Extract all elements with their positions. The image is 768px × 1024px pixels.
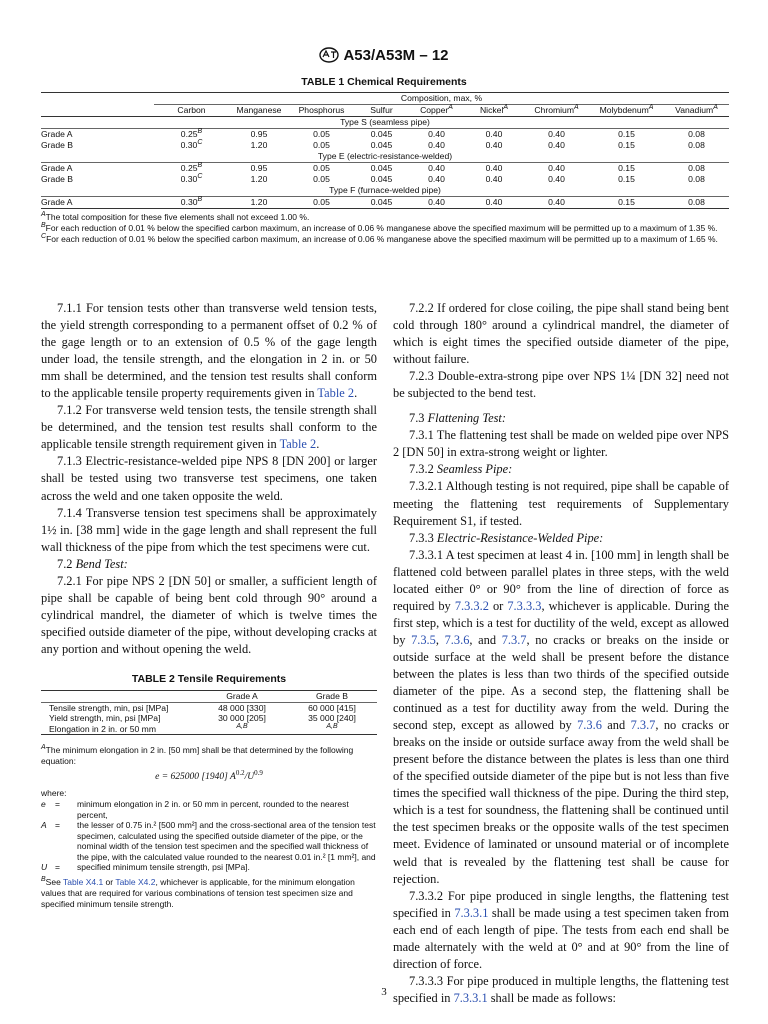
definition-row: A = the lesser of 0.75 in.² [500 mm²] and the cross-sectional area of the tension test specimen, calculated using the specified outside diameter of the pipe, or the nominal width of the tension test specimen and the specified wall thickness of the pipe, with the calculated value rounded to the nearest 0.01 in.² [1 mm²], and bbox=[41, 820, 376, 862]
value-cell: 0.95 bbox=[250, 129, 268, 139]
column-header: Carbon bbox=[154, 105, 229, 117]
column-header: Manganese bbox=[229, 105, 289, 117]
carbon-cell: $0.25^B$ bbox=[180, 128, 203, 139]
column-header: Phosphorus bbox=[289, 105, 354, 117]
footnote: $^B$For each reduction of 0.01 % below the specified carbon maximum, an increase of 0.06 % manganese above the specified maximum will be permitted up to a maximum of 1.35 %. bbox=[41, 222, 718, 233]
para-7-2-1: 7.2.1 For pipe NPS 2 [DN 50] or smaller, a sufficient length of pipe shall be capable of being bent cold through 90° around a cylindrical mandrel, the diameter of which is twelve times the specified outside diameter of the pipe, without developing cracks at any portion and without opening the weld. bbox=[41, 573, 377, 656]
value-cell: 0.40 bbox=[548, 174, 565, 184]
footnote: $^A$The total composition for these five elements shall not exceed 1.00 %. bbox=[41, 211, 310, 222]
para-7-1-3: 7.1.3 Electric-resistance-welded pipe NPS 8 [DN 200] or larger shall be tested using two transverse test specimens, one taken across the weld and one taken opposite the weld. bbox=[41, 454, 377, 503]
value-cell: 0.40 bbox=[428, 174, 445, 184]
value-cell: 0.15 bbox=[589, 197, 664, 209]
value-cell: 0.40 bbox=[464, 197, 524, 209]
value-cell: 0.40 bbox=[485, 140, 503, 150]
table-row bbox=[41, 174, 729, 185]
value-cell: 0.15 bbox=[618, 140, 635, 150]
para-7-1-1: 7.1.1 For tension tests other than transverse weld tension tests, the yield strength corresponding to a permanent offset of 0.2 % of the gage length or to an extension of 0.5 % of the gage length under load, the tensile strength, and the elongation in 2 in. or 50 mm shall be determined, and the tension test results shall conform to the applicable tensile property requirements given in Table 2. bbox=[41, 301, 377, 401]
link-7-3-5[interactable]: 7.3.5 bbox=[411, 632, 436, 647]
value-cell: 1.20 bbox=[229, 197, 289, 209]
grade-b-value: A,B bbox=[287, 724, 377, 735]
table-row bbox=[41, 129, 729, 141]
heading-7-2: 7.2 Bend Test: bbox=[57, 556, 128, 571]
grade-cell: Grade A bbox=[41, 163, 73, 173]
table1-footnotes bbox=[41, 212, 729, 245]
value-cell: 0.08 bbox=[688, 129, 705, 139]
elongation-equation: e = 625000 [1940] $A^{0.2}/U^{0.9}$ bbox=[155, 768, 263, 782]
value-cell: 0.05 bbox=[313, 163, 330, 173]
value-cell: 0.95 bbox=[250, 163, 268, 173]
column-header: Chromium$^A$ bbox=[524, 105, 589, 117]
carbon-cell: $0.30^C$ bbox=[180, 173, 203, 184]
para-7-1-2: 7.1.2 For transverse weld tension tests, the tensile strength shall be determined, and the tension test results shall conform to the applicable tensile strength requirement given in Table 2. bbox=[41, 403, 377, 452]
value-cell: 0.15 bbox=[618, 163, 635, 173]
footnote: $^C$For each reduction of 0.01 % below the specified carbon maximum, an increase of 0.06 % manganese above the specified maximum will be permitted up to a maximum of 1.65 %. bbox=[41, 233, 718, 244]
value-cell: 0.40 bbox=[428, 163, 445, 173]
carbon-cell: $0.30^B$ bbox=[154, 197, 229, 209]
table-row bbox=[41, 197, 729, 209]
column-header: Nickel$^A$ bbox=[464, 105, 524, 117]
column-header: Vanadium$^A$ bbox=[664, 105, 729, 117]
link-7-3-6[interactable]: 7.3.6 bbox=[444, 632, 470, 647]
value-cell: 0.08 bbox=[688, 174, 705, 184]
value-cell: 0.045 bbox=[370, 174, 393, 184]
grade-b-value: 60 000 [415] bbox=[308, 702, 356, 713]
link-7-3-7[interactable]: 7.3.7 bbox=[630, 718, 656, 733]
group-label: Type F (furnace-welded pipe) bbox=[41, 185, 729, 197]
grade-cell: Grade B bbox=[41, 140, 74, 150]
link-7-3-6[interactable]: 7.3.6 bbox=[577, 718, 602, 733]
grade-b-header: Grade B bbox=[287, 691, 377, 703]
property-label: Yield strength, min, psi [MPa] bbox=[49, 713, 161, 723]
carbon-cell: $0.30^C$ bbox=[180, 139, 203, 150]
composition-header: Composition, max, % bbox=[154, 93, 729, 105]
value-cell: 0.40 bbox=[485, 129, 503, 139]
column-header: Copper$^A$ bbox=[409, 105, 464, 117]
value-cell: 0.045 bbox=[354, 197, 409, 209]
value-cell: 0.40 bbox=[548, 163, 565, 173]
link-7-3-3-2[interactable]: 7.3.3.2 bbox=[454, 598, 489, 613]
value-cell: 0.08 bbox=[664, 197, 729, 209]
value-cell: 0.045 bbox=[370, 163, 393, 173]
grade-cell: Grade B bbox=[41, 174, 74, 184]
value-cell: 0.045 bbox=[370, 129, 393, 139]
para-7-3-1: 7.3.1 The flattening test shall be made on welded pipe over NPS 2 [DN 50] in extra-strong weight or lighter. bbox=[393, 428, 729, 460]
value-cell: 1.20 bbox=[250, 140, 268, 150]
value-cell: 0.40 bbox=[409, 197, 464, 209]
table-row bbox=[41, 724, 377, 735]
table1-column-headers bbox=[41, 105, 729, 117]
value-cell: 0.15 bbox=[618, 129, 635, 139]
value-cell: 0.045 bbox=[370, 140, 393, 150]
group-label: Type E (electric-resistance-welded) bbox=[41, 151, 729, 163]
table2-footnotes bbox=[41, 745, 377, 910]
document-header bbox=[0, 46, 768, 64]
value-cell: 1.20 bbox=[250, 174, 268, 184]
property-label: Tensile strength, min, psi [MPa] bbox=[49, 702, 169, 713]
table1-title: TABLE 1 Chemical Requirements bbox=[301, 76, 467, 88]
table-row bbox=[41, 702, 377, 713]
grade-a-header: Grade A bbox=[197, 691, 287, 703]
value-cell: 0.40 bbox=[485, 174, 503, 184]
value-cell: 0.05 bbox=[313, 174, 330, 184]
column-header: Sulfur bbox=[354, 105, 409, 117]
value-cell: 0.40 bbox=[485, 163, 503, 173]
definition-row: e = minimum elongation in 2 in. or 50 mm in percent, rounded to the nearest percent, bbox=[41, 799, 349, 820]
value-cell: 0.05 bbox=[289, 197, 354, 209]
group-row bbox=[41, 117, 729, 129]
grade-cell: Grade A bbox=[41, 129, 73, 139]
astm-logo-icon bbox=[319, 47, 339, 63]
heading-7-3-3: 7.3.3 Electric-Resistance-Welded Pipe: bbox=[409, 530, 604, 545]
table-x4-2-link[interactable]: Table X4.2 bbox=[115, 876, 156, 887]
value-cell: 0.08 bbox=[688, 140, 705, 150]
grade-a-value: 48 000 [330] bbox=[218, 702, 266, 713]
table2-note-b: $^B$See Table X4.1 or Table X4.2, whichever is applicable, for the minimum elongation values that are required for various combinations of tension test specimen size and specified minimum tensile strength. bbox=[41, 875, 355, 909]
table-2-link[interactable]: Table 2 bbox=[279, 437, 317, 452]
table-x4-1-link[interactable]: Table X4.1 bbox=[63, 876, 104, 887]
heading-7-3-2: 7.3.2 Seamless Pipe: bbox=[409, 462, 513, 477]
where-label: where: bbox=[41, 788, 67, 798]
heading-7-3: 7.3 Flattening Test: bbox=[409, 411, 506, 426]
link-7-3-3-1[interactable]: 7.3.3.1 bbox=[453, 990, 488, 1005]
carbon-cell: $0.25^B$ bbox=[180, 162, 203, 173]
table2-note-a: $^A$The minimum elongation in 2 in. [50 mm] shall be that determined by the following equation: bbox=[41, 744, 354, 766]
table-row bbox=[41, 140, 729, 151]
para-7-3-3-2: 7.3.3.2 For pipe produced in single lengths, the flattening test specified in 7.3.3.1 shall be made using a test specimen taken from each end of each length of pipe. The tests from each end shall be made alternately with the weld at 0° and at 90° from the line of direction of force. bbox=[393, 888, 729, 971]
group-row bbox=[41, 185, 729, 197]
para-7-3-3-1: 7.3.3.1 A test specimen at least 4 in. [100 mm] in length shall be flattened cold between parallel plates in three steps, with the weld located either 0° or 90° from the line of direction of force as required by 7.3.3.2 or 7.3.3.3, whichever is applicable. During the first step, which is a test for ductility of the weld, except as allowed by 7.3.5, 7.3.6, and 7.3.7, no cracks or breaks on the inside or outside surface at the weld shall be present before the distance between the plates is less than two thirds of the specified outside diameter of the pipe. As a second step, the flattening shall be continued as a test for ductility away from the weld. During the second step, except as allowed by 7.3.6 and 7.3.7, no cracks or breaks on the inside or outside surface away from the weld shall be present before the distance between the plates is less than one third of the specified outside diameter of the pipe but is not less than five times the specified wall thickness of the pipe. During the third step, which is a test for soundness, the flattening shall be continued until the test specimen breaks or the opposite walls of the test specimen meet. Evidence of laminated or unsound material or of incomplete weld that is revealed by the flattening test shall be cause for rejection. bbox=[393, 547, 729, 886]
para-7-3-3-3: 7.3.3.3 For pipe produced in multiple lengths, the flattening test specified in 7.3.3.1 shall be made as follows: bbox=[393, 973, 729, 1005]
value-cell: 0.40 bbox=[428, 129, 445, 139]
standard-designation: A53/A53M – 12 bbox=[343, 46, 449, 64]
column-header: Molybdenum$^A$ bbox=[589, 105, 664, 117]
value-cell: 0.15 bbox=[618, 174, 635, 184]
para-7-1-4: 7.1.4 Transverse tension test specimens shall be approximately 1½ in. [38 mm] wide in the gage length and shall represent the full wall thickness of the pipe from which the test specimens were cut. bbox=[41, 505, 377, 554]
value-cell: 0.05 bbox=[313, 129, 330, 139]
grade-b-value: 35 000 [240] bbox=[308, 713, 356, 723]
table-row bbox=[41, 163, 729, 175]
grade-cell: Grade A bbox=[41, 197, 154, 209]
value-cell: 0.40 bbox=[548, 129, 565, 139]
para-7-3-2-1: 7.3.2.1 Although testing is not required, pipe shall be capable of meeting the flattening test requirements of Supplementary Requirement S1, if tested. bbox=[393, 479, 729, 528]
definition-row: U = specified minimum tensile strength, psi [MPa]. bbox=[41, 862, 250, 872]
value-cell: 0.40 bbox=[428, 140, 445, 150]
left-column bbox=[41, 300, 377, 658]
group-label: Type S (seamless pipe) bbox=[41, 117, 729, 129]
para-7-2-2: 7.2.2 If ordered for close coiling, the pipe shall stand being bent cold through 180° around a cylindrical mandrel, the diameter of which is eight times the specified outside diameter of the pipe, without failure. bbox=[393, 301, 729, 367]
value-cell: 0.08 bbox=[688, 163, 705, 173]
table2-title: TABLE 2 Tensile Requirements bbox=[131, 673, 287, 685]
link-7-3-3-3[interactable]: 7.3.3.3 bbox=[507, 598, 542, 613]
value-cell: 0.05 bbox=[313, 140, 330, 150]
para-7-2-3: 7.2.3 Double-extra-strong pipe over NPS 1¼ [DN 32] need not be subjected to the bend test. bbox=[393, 369, 729, 401]
table-2-link[interactable]: Table 2 bbox=[317, 386, 355, 401]
chemical-requirements-table bbox=[41, 92, 729, 209]
link-7-3-3-1[interactable]: 7.3.3.1 bbox=[454, 905, 489, 920]
group-row bbox=[41, 151, 729, 163]
page-number: 3 bbox=[381, 986, 387, 998]
link-7-3-7[interactable]: 7.3.7 bbox=[501, 632, 527, 647]
equation-definitions bbox=[41, 799, 377, 873]
right-column bbox=[393, 300, 729, 1007]
value-cell: 0.40 bbox=[524, 197, 589, 209]
value-cell: 0.40 bbox=[548, 140, 565, 150]
tensile-requirements-table bbox=[41, 690, 377, 735]
grade-a-value: A,B bbox=[197, 724, 287, 735]
property-label: Elongation in 2 in. or 50 mm bbox=[41, 724, 197, 735]
grade-a-value: 30 000 [205] bbox=[218, 713, 266, 723]
